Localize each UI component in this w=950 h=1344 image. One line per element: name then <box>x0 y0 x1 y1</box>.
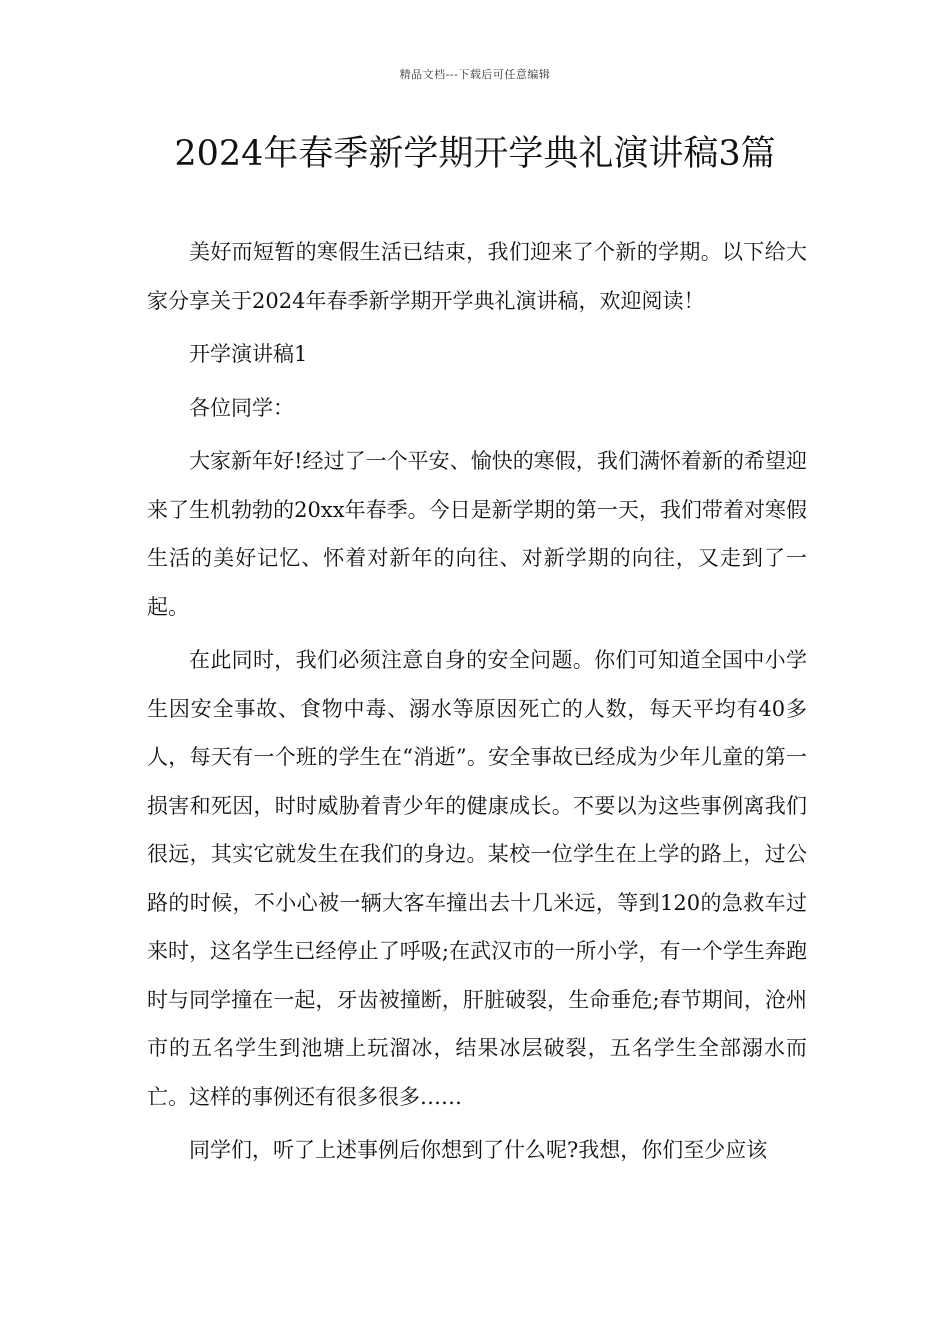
intro-paragraph: 美好而短暂的寒假生活已结束，我们迎来了个新的学期。以下给大家分享关于2024年春季新学期开学典礼演讲稿，欢迎阅读！ <box>147 240 807 313</box>
document-body <box>147 228 807 1180</box>
body-paragraph: 同学们，听了上述事例后你想到了什么呢?我想，你们至少应该 <box>189 1138 768 1162</box>
header-note: 精品文档---下载后可任意编辑 <box>399 68 551 81</box>
body-paragraph: 在此同时，我们必须注意自身的安全问题。你们可知道全国中小学生因安全事故、食物中毒、溺水等原因死亡的人数，每天平均有40多人，每天有一个班的学生在“消逝”。安全事故已经成为少年儿童的第一损害和死因，时时威胁着青少年的健康成长。不要以为这些事例离我们很远，其实它就发生在我们的身边。某校一位学生在上学的路上，过公路的时候，不小心被一辆大客车撞出去十几米远，等到120的急救车过来时，这名学生已经停止了呼吸;在武汉市的一所小学，有一个学生奔跑时与同学撞在一起，牙齿被撞断，肝脏破裂，生命垂危;春节期间，沧州市的五名学生到池塘上玩溜冰，结果冰层破裂，五名学生全部溺水而亡。这样的事例还有很多很多…… <box>147 648 807 1109</box>
salutation: 各位同学： <box>189 395 294 420</box>
section-heading: 开学演讲稿1 <box>189 342 308 366</box>
document-title: 2024年春季新学期开学典礼演讲稿3篇 <box>174 134 776 174</box>
body-paragraph: 大家新年好!经过了一个平安、愉快的寒假，我们满怀着新的希望迎来了生机勃勃的20xx年春季。今日是新学期的第一天，我们带着对寒假生活的美好记忆、怀着对新年的向往、对新学期的向往，又走到了一起。 <box>147 449 807 619</box>
